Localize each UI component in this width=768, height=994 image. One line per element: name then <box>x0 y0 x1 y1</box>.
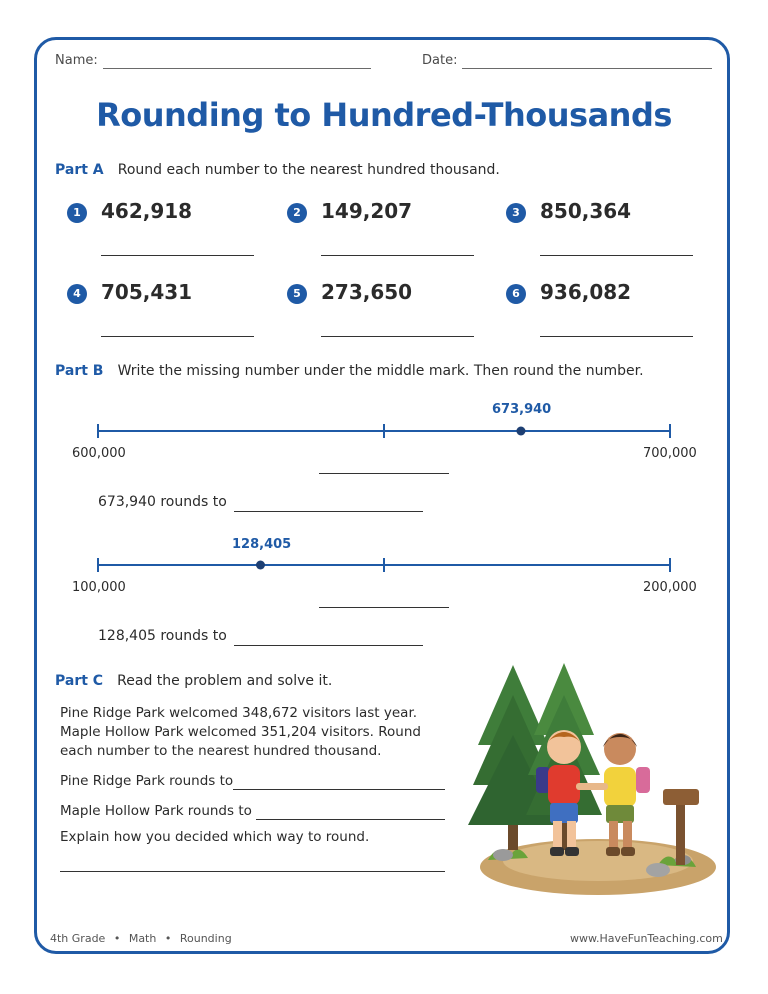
problem-number-badge: 2 <box>287 203 307 223</box>
part-b-label: Part B <box>55 363 104 379</box>
footer-topic: Rounding <box>179 932 232 945</box>
problem-value: 705,431 <box>101 280 193 304</box>
part-c-label: Part C <box>55 673 104 689</box>
number-line-1-rounds-text: 673,940 rounds to <box>98 494 227 510</box>
number-line-2-end: 200,000 <box>643 580 697 595</box>
part-c-q1: Pine Ridge Park rounds to <box>60 773 234 789</box>
part-a-instruction: Round each number to the nearest hundred thousand. <box>117 162 500 178</box>
problem-value: 149,207 <box>321 199 413 223</box>
problem-value: 462,918 <box>101 199 193 223</box>
footer-subject: Math <box>128 932 157 945</box>
problem-number-badge: 6 <box>506 284 526 304</box>
number-line-1-round-answer[interactable] <box>234 511 423 512</box>
problem-value: 273,650 <box>321 280 413 304</box>
part-c-problem-line-2: Maple Hollow Park welcomed 351,204 visitors. Round <box>60 724 421 740</box>
problem-number-badge: 4 <box>67 284 87 304</box>
part-a-label: Part A <box>55 162 104 178</box>
footer-website[interactable]: www.HaveFunTeaching.com <box>570 932 723 945</box>
problem-number-badge: 5 <box>287 284 307 304</box>
part-c-q3-answer[interactable] <box>60 871 445 872</box>
kids-hiking-illustration <box>468 655 718 900</box>
footer-grade: 4th Grade <box>50 932 106 945</box>
number-line-1-end: 700,000 <box>643 446 697 461</box>
number-line-2-rounds-text: 128,405 rounds to <box>98 628 227 644</box>
number-line-2-round-answer[interactable] <box>234 645 423 646</box>
date-label: Date: <box>422 53 458 68</box>
number-line-2-point <box>256 561 265 570</box>
problem-value: 936,082 <box>540 280 632 304</box>
problem-number-badge: 3 <box>506 203 526 223</box>
number-line-1-middle-answer[interactable] <box>319 473 449 474</box>
part-c-problem-line-3: each number to the nearest hundred thousand. <box>60 743 382 759</box>
name-label: Name: <box>55 53 98 68</box>
part-c-problem-line-1: Pine Ridge Park welcomed 348,672 visitors last year. <box>60 705 418 721</box>
part-c-q2: Maple Hollow Park rounds to <box>60 803 252 819</box>
page-title: Rounding to Hundred-Thousands <box>96 96 672 134</box>
part-c-q2-answer[interactable] <box>256 819 445 820</box>
number-line-1-point-label: 673,940 <box>492 402 552 417</box>
number-line-2-middle-answer[interactable] <box>319 607 449 608</box>
part-c-q1-answer[interactable] <box>233 789 445 790</box>
number-line-2-start: 100,000 <box>72 580 126 595</box>
number-line-1-start: 600,000 <box>72 446 126 461</box>
problem-value: 850,364 <box>540 199 632 223</box>
part-b-instruction: Write the missing number under the middle mark. Then round the number. <box>117 363 644 379</box>
problem-number-badge: 1 <box>67 203 87 223</box>
number-line-2-point-label: 128,405 <box>232 537 292 552</box>
number-line-1-point <box>516 427 525 436</box>
footer-tags: 4th Grade • Math • Rounding <box>50 932 232 945</box>
part-c-q3: Explain how you decided which way to round. <box>60 829 370 845</box>
part-c-instruction: Read the problem and solve it. <box>117 673 333 689</box>
